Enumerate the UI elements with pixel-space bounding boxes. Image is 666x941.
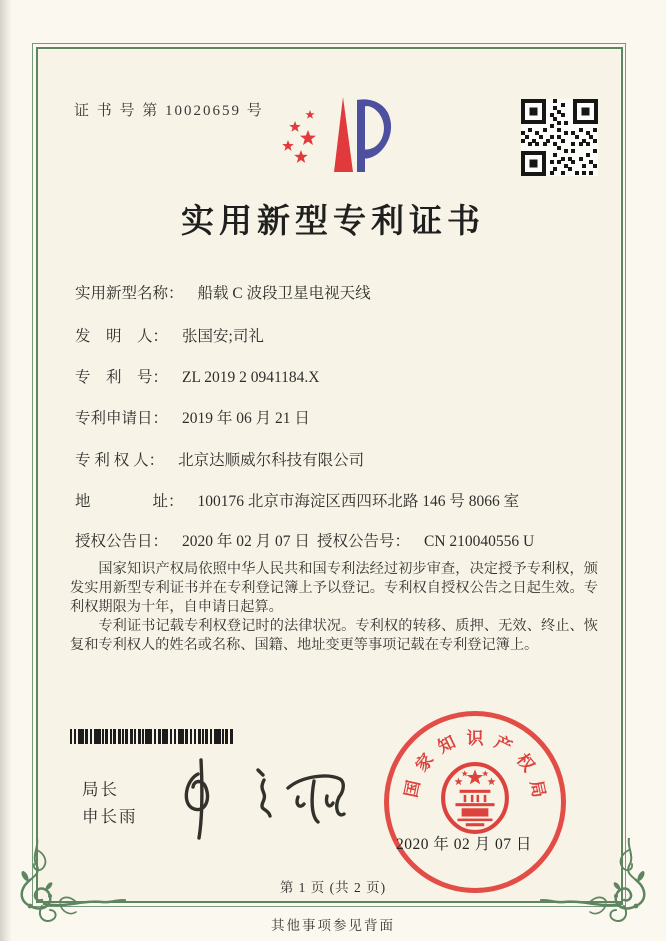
- field-row-inventor: [75, 324, 615, 346]
- official-seal: [384, 711, 566, 893]
- field-value: 100176 北京市海淀区西四环北路 146 号 8066 室: [197, 493, 520, 510]
- field-label: 专利申请日：: [75, 410, 169, 427]
- certificate-title: 实用新型专利证书: [181, 204, 485, 240]
- seal-character: 产: [491, 732, 516, 757]
- field-label: 发 明 人：: [75, 328, 169, 345]
- seal-character: 知: [434, 732, 459, 757]
- field-label: 实用新型名称：: [75, 285, 184, 302]
- legal-text: [70, 560, 598, 655]
- field-row-address: [75, 489, 615, 511]
- field-value: ZL 2019 2 0941184.X: [182, 369, 320, 386]
- grant-number-value: CN 210040556 U: [424, 533, 535, 550]
- scan-edge-shadow: [0, 0, 12, 941]
- certificate-number: 证 书 号 第 10020659 号: [74, 103, 264, 119]
- director-role: 局长: [82, 780, 119, 799]
- field-row-patentee: [75, 448, 615, 470]
- field-value: 船载 C 波段卫星电视天线: [197, 285, 371, 302]
- field-label: 专 利 权 人：: [75, 452, 165, 469]
- back-note: 其他事项参见背面: [271, 918, 395, 933]
- seal-character: 权: [512, 750, 539, 776]
- seal-date: 2020 年 02 月 07 日: [396, 836, 532, 853]
- seal-character: 国: [401, 778, 424, 800]
- national-emblem-icon: [439, 759, 511, 837]
- field-value: 张国安;司礼: [182, 328, 264, 345]
- seal-character: 识: [466, 729, 484, 748]
- signature-image: [170, 756, 355, 844]
- field-value: 2019 年 06 月 21 日: [182, 410, 310, 427]
- legal-paragraph-1: 国家知识产权局依照中华人民共和国专利法经过初步审查，决定授予专利权，颁发实用新型专利证书并在专利登记簿上予以登记。专利权自授权公告之日起生效。专利权期限为十年，自申请日起算。: [70, 561, 598, 615]
- director-block: [82, 776, 138, 830]
- grant-date-label: 授权公告日：: [75, 533, 169, 550]
- barcode: [70, 729, 233, 744]
- grant-row: [75, 529, 615, 551]
- legal-paragraph-2: 专利证书记载专利权登记时的法律状况。专利权的转移、质押、无效、终止、恢复和专利权人的姓名或名称、国籍、地址变更等事项记载在专利登记簿上。: [70, 618, 598, 654]
- cnipa-logo-icon: [278, 93, 398, 177]
- director-name: 申长雨: [82, 807, 138, 826]
- field-label: 地 址：: [75, 493, 184, 510]
- field-row-filing-date: [75, 406, 615, 428]
- field-row-utility-model-name: [75, 281, 615, 303]
- field-row-patent-number: [75, 365, 615, 387]
- grant-date-value: 2020 年 02 月 07 日: [182, 533, 310, 550]
- grant-number-label: 授权公告号：: [317, 533, 411, 550]
- seal-character: 局: [526, 778, 549, 800]
- seal-character: 家: [411, 750, 438, 776]
- qr-code: [521, 99, 598, 176]
- field-label: 专 利 号：: [75, 369, 169, 386]
- page-number: 第 1 页 (共 2 页): [279, 880, 387, 895]
- field-value: 北京达顺威尔科技有限公司: [178, 452, 365, 469]
